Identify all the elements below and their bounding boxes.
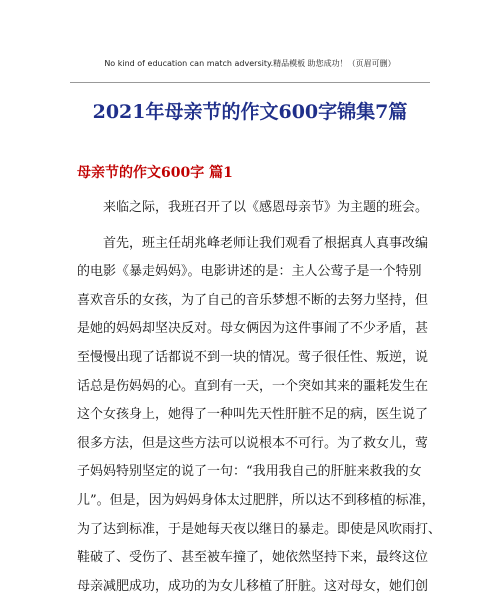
text-line: 鞋破了、受伤了、甚至被车撞了，她依然坚持下来，最终这位 xyxy=(77,550,429,566)
text-line: 喜欢音乐的女孩，为了自己的音乐梦想不断的去努力坚持，但 xyxy=(77,292,429,308)
text-line: 话总是伤妈妈的心。直到有一天，一个突如其来的噩耗发生在 xyxy=(77,378,429,394)
text-line: 的电影《暴走妈妈》。电影讲述的是：主人公莺子是一个特别 xyxy=(77,264,422,280)
text-line: 是她的妈妈却坚决反对。母女俩因为这件事闹了不少矛盾，甚 xyxy=(77,321,429,337)
header-text: No kind of education can match adversity.精品模板 助您成功！（页眉可删） xyxy=(104,59,396,68)
text-line: 这个女孩身上，她得了一种叫先天性肝脏不足的病，医生说了 xyxy=(77,407,429,423)
text-line: 为了达到标准，于是她每天夜以继日的暴走。即使是风吹雨打、 xyxy=(77,521,442,537)
text-line: 至慢慢出现了话都说不到一块的情况。莺子很任性、叛逆，说 xyxy=(77,349,429,365)
document-title: 2021年母亲节的作文600字锦集7篇 xyxy=(92,101,408,123)
text-line: 很多方法，但是这些方法可以说根本不可行。为了救女儿，莺 xyxy=(77,435,429,451)
text-line: 来临之际，我班召开了以《感恩母亲节》为主题的班会。 xyxy=(103,200,429,215)
text-line: 首先，班主任胡兆峰老师让我们观看了根据真人真事改编 xyxy=(103,235,429,251)
text-line: 儿”。但是，因为妈妈身体太过肥胖，所以达不到移植的标准， xyxy=(77,492,435,508)
header-divider xyxy=(70,82,430,83)
paragraph xyxy=(77,230,442,601)
section-heading: 母亲节的作文600字 篇1 xyxy=(77,165,233,181)
text-line: 母亲减肥成功，成功的为女儿移植了肝脏。这对母女，她们创 xyxy=(77,578,429,594)
document-body xyxy=(77,194,442,601)
page-header xyxy=(0,58,500,69)
paragraph xyxy=(77,194,429,223)
text-line: 子妈妈特别坚定的说了一句：“我用我自己的肝脏来救我的女 xyxy=(77,464,422,480)
